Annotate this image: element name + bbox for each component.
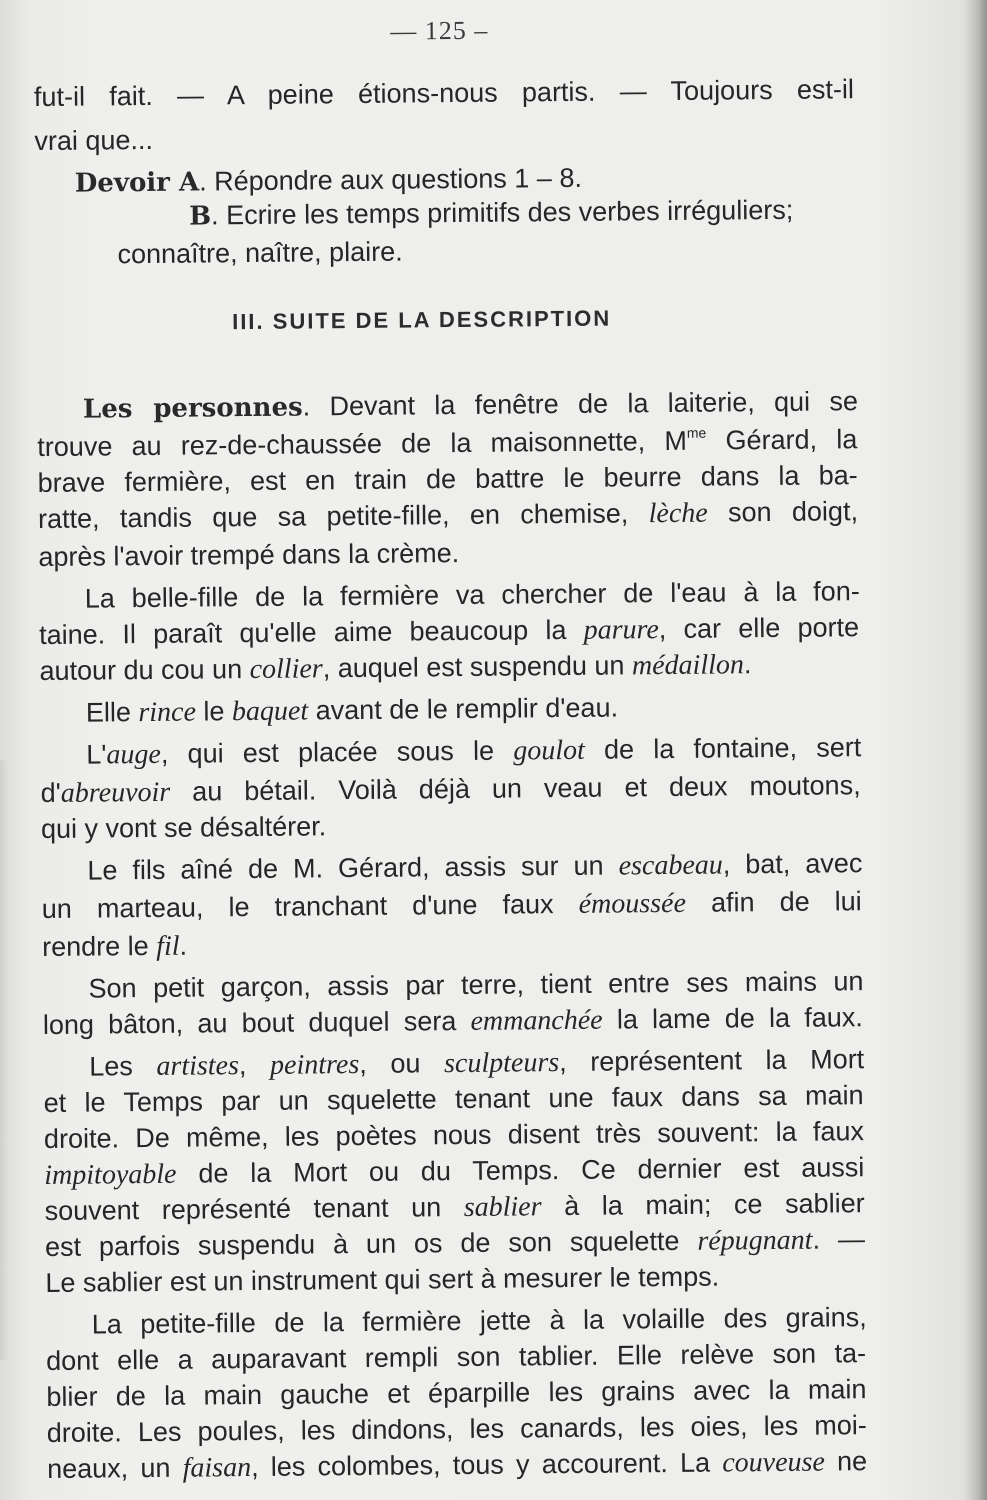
vocab-word: lèche [648, 497, 708, 530]
text-line: Le sablier est un instrument qui sert à mesurer le temps. [45, 1261, 720, 1299]
devoir-b-text: . Ecrire les temps primitifs des verbes irréguliers; [210, 194, 794, 231]
text-line: est parfois suspendu à un os de son squelette répugnant. — [44, 1224, 866, 1263]
vocab-word: escabeau [618, 849, 723, 882]
vocab-word: emmanchée [470, 1004, 603, 1037]
text-line: blier de la main gauche et éparpille les grains avec la main [46, 1374, 867, 1412]
section-heading: III. SUITE DE LA DESCRIPTION [232, 305, 612, 335]
text-line: vrai que... [34, 124, 154, 157]
vocab-word: auge [106, 738, 162, 771]
text-line: long bâton, au bout duquel sera emmanchée la lame de la faux. [42, 1002, 863, 1041]
text-line: après l'avoir trempé dans la crème. [38, 537, 460, 573]
devoir-b-line [189, 192, 849, 233]
vocab-word: sculpteurs [443, 1047, 560, 1080]
lead-term: Les personnes [82, 392, 303, 425]
text-line: Les artistes, peintres, ou sculpteurs, représentent la Mort [89, 1044, 865, 1082]
page-edge-shadow [965, 0, 987, 1500]
vocab-word: médaillon [631, 649, 745, 682]
text-line: trouve au rez-de-chaussée de la maisonnette, $M^{me}$ Gérard, la [37, 424, 858, 463]
page-wear [0, 760, 8, 1360]
text-line: impitoyable de la Mort ou du Temps. Ce dernier est aussi [44, 1152, 865, 1192]
devoir-b-label: B [188, 201, 212, 232]
vocab-word: parure [583, 614, 659, 646]
text-line: droite. Les poules, les dindons, les canards, les oies, les moi- [46, 1410, 867, 1448]
text-line: taine. Il paraît qu'elle aime beaucoup la parure, car elle porte [38, 612, 860, 651]
text-line: et le Temps par un squelette tenant une faux dans sa main [43, 1080, 864, 1119]
text-line: d'abreuvoir au bétail. Voilà déjà un veau et deux moutons, [40, 770, 861, 809]
vocab-word: collier [249, 653, 323, 686]
vocab-word: goulot [513, 734, 585, 767]
text-line: connaître, naître, plaire. [117, 236, 403, 270]
page-number: — 125 – [390, 15, 489, 46]
devoir-a-text: . Répondre aux questions 1 – 8. [198, 162, 583, 197]
text-line: ratte, tandis que sa petite-fille, en chemise, lèche son doigt, [37, 496, 859, 535]
text-line: brave fermière, est en train de battre le beurre dans la ba- [37, 460, 858, 499]
vocab-word: fil [156, 930, 180, 962]
text-line: Son petit garçon, assis par terre, tient entre ses mains un [88, 966, 864, 1004]
vocab-word: répugnant [697, 1224, 813, 1257]
text-line: fut-il fait. — A peine étions-nous partis. — Toujours est-il [33, 74, 855, 113]
text-line: La petite-fille de la fermière jette à la volaille des grains, [91, 1302, 867, 1340]
text-line: L'auge, qui est placée sous le goulot de la fontaine, sert [86, 732, 862, 771]
text-line: autour du cou un collier, auquel est suspendu un médaillon. [39, 649, 752, 687]
text-line: La belle-fille de la fermière va chercher de l'eau à la fon- [84, 576, 860, 614]
vocab-word: peintres [269, 1048, 360, 1081]
text-line: droite. De même, les poètes nous disent très souvent: la faux [43, 1116, 865, 1155]
text-line: dont elle a auparavant rempli son tablier. Elle relève son ta- [45, 1338, 867, 1376]
text-line: rendre le fil. [41, 930, 188, 963]
vocab-word: artistes [156, 1050, 240, 1082]
text-line: neaux, un faisan, les colombes, tous y accourent. La couveuse ne [46, 1446, 868, 1484]
vocab-word: rince [138, 696, 197, 729]
vocab-word: impitoyable [44, 1158, 177, 1192]
text-line: souvent représenté tenant un sablier à la main; ce sablier [44, 1188, 865, 1227]
vocab-word: baquet [231, 695, 309, 728]
text-line: un marteau, le tranchant d'une faux émoussée afin de lui [41, 886, 862, 925]
text-line: qui y vont se désaltérer. [40, 811, 327, 845]
text-line: Le fils aîné de M. Gérard, assis sur un escabeau, bat, avec [87, 848, 863, 886]
text-line: Les personnes. Devant la fenêtre de la laiterie, qui se [82, 386, 859, 425]
devoir-label: Devoir A [74, 167, 200, 199]
vocab-word: couveuse [722, 1446, 826, 1479]
vocab-word: sablier [463, 1191, 542, 1223]
vocab-word: abreuvoir [60, 776, 171, 809]
vocab-word: faisan [182, 1452, 252, 1484]
text-line: Elle rince le baquet avant de le remplir d'eau. [85, 692, 619, 729]
vocab-word: émoussée [578, 887, 687, 920]
